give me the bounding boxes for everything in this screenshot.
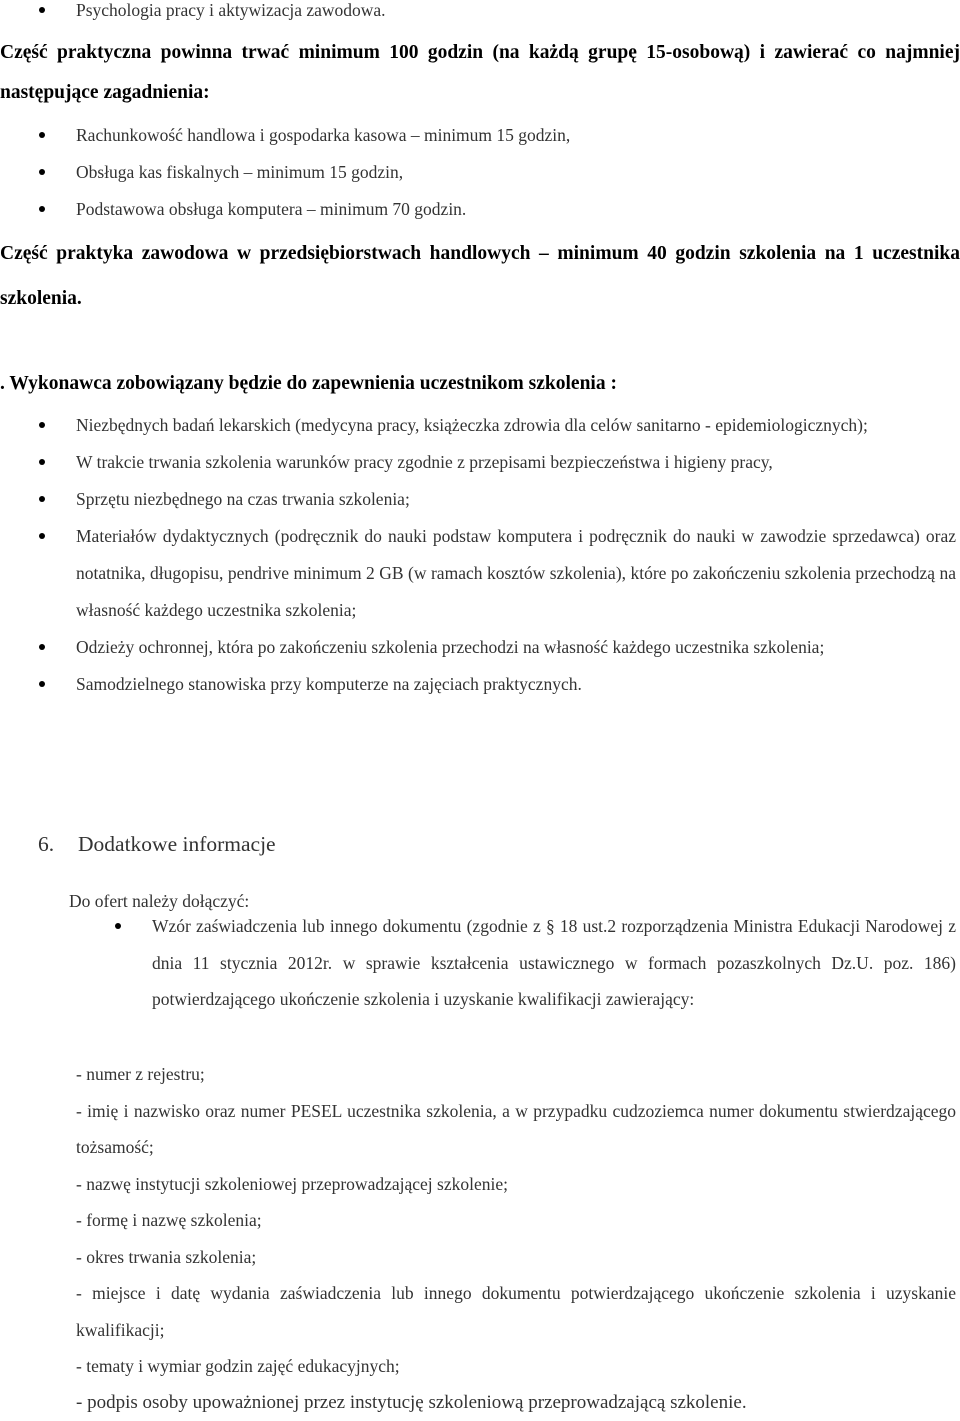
certificate-field: - numer z rejestru; bbox=[0, 1056, 960, 1093]
section-number: 6. bbox=[38, 828, 78, 860]
list-item-text: Wzór zaświadczenia lub innego dokumentu (zgodnie z § 18 ust.2 rozporządzenia Ministra Edukacji Narodowej z dnia 11 stycznia 2012r. w sprawie kształcenia ustawicznego w formach pozaszkolnych Dz.U. poz. 186) potwierdzającego ukończenie szkolenia i uzyskanie kwalifikacji zawierający: bbox=[152, 916, 956, 1009]
list-item-text: Samodzielnego stanowiska przy komputerze na zajęciach praktycznych. bbox=[76, 674, 582, 694]
certificate-field: - nazwę instytucji szkoleniowej przeprowadzającej szkolenie; bbox=[0, 1166, 960, 1203]
list-item-text: W trakcie trwania szkolenia warunków pracy zgodnie z przepisami bezpieczeństwa i higieny pracy, bbox=[76, 452, 773, 472]
bullet-icon bbox=[39, 459, 45, 465]
section-heading bbox=[38, 828, 960, 860]
bullet-icon bbox=[39, 644, 45, 650]
certificate-field: - okres trwania szkolenia; bbox=[0, 1239, 960, 1276]
list-item-text: Sprzętu niezbędnego na czas trwania szkolenia; bbox=[76, 489, 410, 509]
practical-list bbox=[0, 117, 960, 228]
intro-list bbox=[0, 0, 960, 29]
list-item bbox=[0, 908, 960, 1018]
bullet-icon bbox=[39, 533, 45, 539]
list-item bbox=[0, 666, 960, 703]
obligations-list bbox=[0, 407, 960, 703]
list-item bbox=[0, 444, 960, 481]
bullet-icon bbox=[39, 132, 45, 138]
list-item bbox=[0, 518, 960, 629]
certificate-field: - miejsce i datę wydania zaświadczenia lub innego dokumentu potwierdzającego ukończenie szkolenia i uzyskanie kwalifikacji; bbox=[0, 1275, 960, 1348]
list-item-text: Psychologia pracy i aktywizacja zawodowa. bbox=[76, 0, 386, 20]
internship-paragraph: Część praktyka zawodowa w przedsiębiorstwach handlowych – minimum 40 godzin szkolenia na 1 uczestnika szkolenia. bbox=[0, 231, 960, 321]
list-item bbox=[0, 117, 960, 154]
list-item bbox=[0, 154, 960, 191]
obligations-heading: . Wykonawca zobowiązany będzie do zapewnienia uczestnikom szkolenia : bbox=[0, 366, 960, 402]
list-item-text: Odzieży ochronnej, która po zakończeniu szkolenia przechodzi na własność każdego uczestnika szkolenia; bbox=[76, 637, 824, 657]
bullet-icon bbox=[39, 206, 45, 212]
certificate-field: - tematy i wymiar godzin zajęć edukacyjnych; bbox=[0, 1348, 960, 1385]
documents-list bbox=[0, 908, 960, 1018]
list-item bbox=[0, 629, 960, 666]
list-item bbox=[0, 407, 960, 444]
certificate-field: - podpis osoby upoważnionej przez instytucję szkoleniową przeprowadzającą szkolenie. bbox=[0, 1385, 960, 1421]
bullet-icon bbox=[115, 923, 121, 929]
list-item bbox=[0, 481, 960, 518]
list-item-text: Niezbędnych badań lekarskich (medycyna pracy, książeczka zdrowia dla celów sanitarno - epidemiologicznych); bbox=[76, 415, 868, 435]
list-item-text: Podstawowa obsługa komputera – minimum 70 godzin. bbox=[76, 199, 466, 219]
list-item bbox=[0, 0, 960, 29]
bullet-icon bbox=[39, 496, 45, 502]
bullet-icon bbox=[39, 422, 45, 428]
offers-intro: Do ofert należy dołączyć: bbox=[69, 886, 960, 916]
certificate-field: - imię i nazwisko oraz numer PESEL uczestnika szkolenia, a w przypadku cudzoziemca numer dokumentu stwierdzającego tożsamość; bbox=[0, 1093, 960, 1166]
section-title: Dodatkowe informacje bbox=[78, 832, 276, 856]
bullet-icon bbox=[39, 7, 45, 13]
bullet-icon bbox=[39, 681, 45, 687]
certificate-fields bbox=[0, 1056, 960, 1421]
list-item-text: Obsługa kas fiskalnych – minimum 15 godzin, bbox=[76, 162, 403, 182]
list-item-text: Rachunkowość handlowa i gospodarka kasowa – minimum 15 godzin, bbox=[76, 125, 570, 145]
list-item-text: Materiałów dydaktycznych (podręcznik do nauki podstaw komputera i podręcznik do nauki w zawodzie sprzedawca) oraz notatnika, długopisu, pendrive minimum 2 GB (w ramach kosztów szkolenia), które po zakończeniu szkolenia przechodzą na własność każdego uczestnika szkolenia; bbox=[76, 526, 956, 620]
bullet-icon bbox=[39, 169, 45, 175]
list-item bbox=[0, 191, 960, 228]
practical-paragraph: Część praktyczna powinna trwać minimum 100 godzin (na każdą grupę 15-osobową) i zawierać co najmniej następujące zagadnienia: bbox=[0, 33, 960, 113]
certificate-field: - formę i nazwę szkolenia; bbox=[0, 1202, 960, 1239]
